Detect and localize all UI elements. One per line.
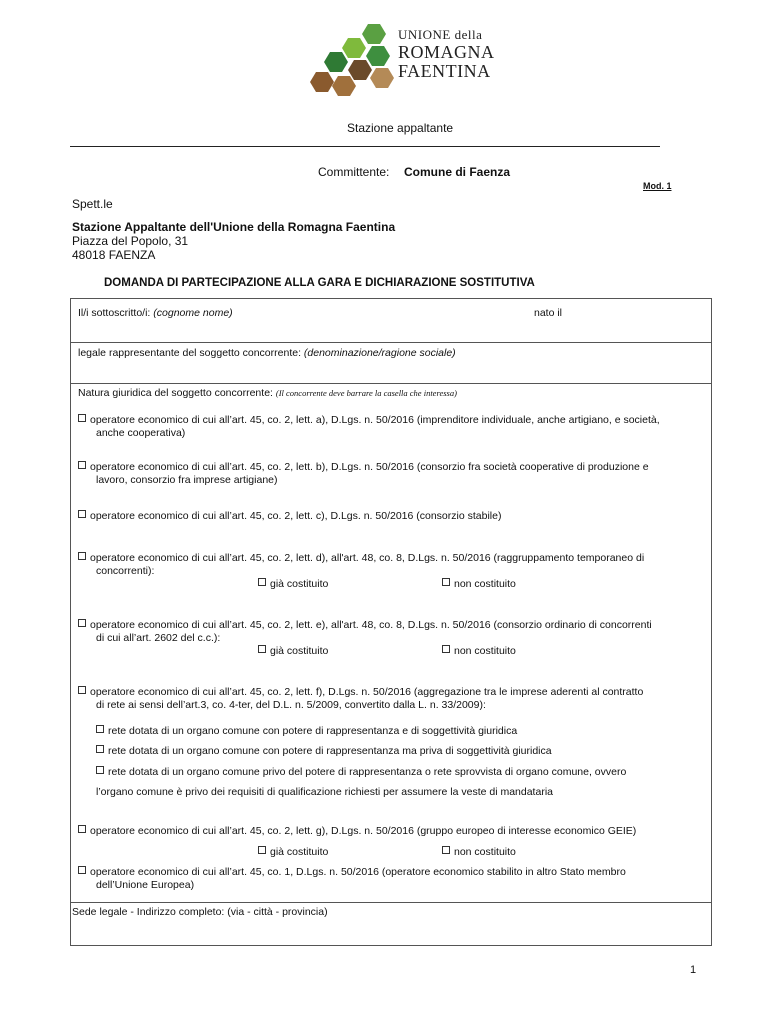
option-lett-e[interactable] (78, 619, 708, 645)
form-divider-3 (70, 902, 712, 903)
option-lett-d[interactable] (78, 552, 708, 578)
option-co-1[interactable] (78, 866, 708, 892)
checkbox-icon[interactable] (78, 686, 86, 694)
option-text-cont: di rete ai sensi dell’art.3, co. 4-ter, del D.L. n. 5/2009, convertito dalla L. n. 33/2009): (96, 699, 486, 711)
checkbox-icon[interactable] (96, 766, 104, 774)
option-text: operatore economico di cui all’art. 45, co. 2, lett. b), D.Lgs. n. 50/2016 (consorzio fra società cooperative di produzione e (90, 461, 649, 473)
option-d-non-costituito[interactable] (442, 578, 516, 591)
form-divider-2 (70, 383, 712, 384)
option-lett-c[interactable] (78, 510, 708, 523)
gia-costituito-label: già costituito (270, 846, 329, 858)
option-lett-g[interactable] (78, 825, 708, 838)
checkbox-icon[interactable] (78, 825, 86, 833)
recipient-street: Piazza del Popolo, 31 (72, 234, 189, 248)
option-text-cont: dell’Unione Europea) (96, 879, 195, 891)
logo-line-1: UNIONE della (398, 27, 483, 42)
form-divider-1 (70, 342, 712, 343)
natura-hint: (Il concorrente deve barrare la casella che interessa) (275, 388, 457, 398)
option-text-cont: di cui all’art. 2602 del c.c.): (96, 632, 221, 644)
checkbox-icon[interactable] (78, 414, 86, 422)
checkbox-icon[interactable] (78, 619, 86, 627)
mod-label: Mod. 1 (643, 181, 672, 191)
checkbox-icon[interactable] (258, 578, 266, 586)
option-text: operatore economico di cui all’art. 45, co. 2, lett. e), all'art. 48, co. 8, D.Lgs. n. 50/2016 (consorzio ordinario di concorrenti (90, 619, 652, 631)
option-g-non-costituito[interactable] (442, 846, 516, 859)
recipient-name: Stazione Appaltante dell'Unione della Romagna Faentina (72, 220, 396, 234)
option-lett-a[interactable] (78, 414, 708, 440)
option-text-cont: concorrenti): (96, 565, 155, 577)
stazione-appaltante-label: Stazione appaltante (347, 121, 454, 135)
sede-legale-field[interactable]: Sede legale - Indirizzo completo: (via - città - provincia) (72, 906, 328, 918)
checkbox-icon[interactable] (442, 846, 450, 854)
option-lett-b[interactable] (78, 461, 708, 487)
checkbox-icon[interactable] (78, 552, 86, 560)
option-d-gia-costituito[interactable] (258, 578, 328, 591)
non-costituito-label: non costituito (454, 645, 516, 657)
option-text: operatore economico di cui all’art. 45, co. 2, lett. g), D.Lgs. n. 50/2016 (gruppo europeo di interesse economico GEIE) (90, 825, 637, 837)
rete-label: rete dotata di un organo comune con potere di rappresentanza ma priva di soggettività giuridica (108, 745, 552, 757)
rete-label: rete dotata di un organo comune privo del potere di rappresentanza o rete sprovvista di organo comune, ovvero (108, 766, 627, 778)
checkbox-icon[interactable] (78, 866, 86, 874)
gia-costituito-label: già costituito (270, 578, 329, 590)
committente-label: Committente: (318, 165, 390, 179)
option-text-cont: anche cooperativa) (96, 427, 186, 439)
logo-line-3: FAENTINA (398, 61, 491, 81)
union-logo-icon (306, 18, 398, 104)
non-costituito-label: non costituito (454, 846, 516, 858)
sottoscritto-hint: (cognome nome) (153, 307, 233, 319)
option-e-gia-costituito[interactable] (258, 645, 328, 658)
option-g-gia-costituito[interactable] (258, 846, 328, 859)
natura-giuridica-heading (78, 387, 457, 400)
logo-wordmark (398, 28, 495, 80)
option-text: operatore economico di cui all’art. 45, co. 2, lett. f), D.Lgs. n. 50/2016 (aggregazione tra le imprese aderenti al contratto (90, 686, 644, 698)
legale-rappresentante-field[interactable] (78, 347, 456, 360)
rete-option-1[interactable] (96, 725, 517, 738)
option-text-cont: lavoro, consorzio fra imprese artigiane) (96, 474, 278, 486)
checkbox-icon[interactable] (78, 461, 86, 469)
legale-hint: (denominazione/ragione sociale) (303, 347, 456, 359)
gia-costituito-label: già costituito (270, 645, 329, 657)
header-divider (70, 146, 660, 147)
checkbox-icon[interactable] (96, 725, 104, 733)
checkbox-icon[interactable] (258, 846, 266, 854)
non-costituito-label: non costituito (454, 578, 516, 590)
sottoscritto-label: Il/i sottoscritto/i: (78, 307, 151, 319)
nato-il-field[interactable]: nato il (534, 307, 563, 319)
option-text: operatore economico di cui all’art. 45, co. 2, lett. d), all'art. 48, co. 8, D.Lgs. n. 50/2016 (raggruppamento temporaneo di (90, 552, 645, 564)
checkbox-icon[interactable] (78, 510, 86, 518)
checkbox-icon[interactable] (258, 645, 266, 653)
rete-option-2[interactable] (96, 745, 552, 758)
document-title: DOMANDA DI PARTECIPAZIONE ALLA GARA E DICHIARAZIONE SOSTITUTIVA (104, 277, 535, 289)
natura-label: Natura giuridica del soggetto concorrente: (78, 387, 273, 399)
rete-label: rete dotata di un organo comune con potere di rappresentanza e di soggettività giuridica (108, 725, 518, 737)
page-number: 1 (690, 964, 697, 976)
rete-option-3-cont: l’organo comune è privo dei requisiti di qualificazione richiesti per assumere la veste di mandataria (96, 786, 553, 798)
recipient-city: 48018 FAENZA (72, 248, 156, 262)
option-text: operatore economico di cui all’art. 45, co. 1, D.Lgs. n. 50/2016 (operatore economico stabilito in altro Stato membro (90, 866, 626, 878)
checkbox-icon[interactable] (96, 745, 104, 753)
logo-line-2: ROMAGNA (398, 42, 495, 62)
checkbox-icon[interactable] (442, 578, 450, 586)
spett-label: Spett.le (72, 197, 113, 211)
rete-option-3[interactable] (96, 766, 706, 779)
option-text: operatore economico di cui all’art. 45, co. 2, lett. c), D.Lgs. n. 50/2016 (consorzio stabile) (90, 510, 502, 522)
legale-label: legale rappresentante del soggetto concorrente: (78, 347, 301, 359)
sottoscritto-field[interactable] (78, 307, 233, 320)
checkbox-icon[interactable] (442, 645, 450, 653)
option-lett-f[interactable] (78, 686, 708, 712)
option-text: operatore economico di cui all’art. 45, co. 2, lett. a), D.Lgs. n. 50/2016 (imprenditore individuale, anche artigiano, e società, (90, 414, 660, 426)
option-e-non-costituito[interactable] (442, 645, 516, 658)
committente-value: Comune di Faenza (404, 165, 511, 179)
